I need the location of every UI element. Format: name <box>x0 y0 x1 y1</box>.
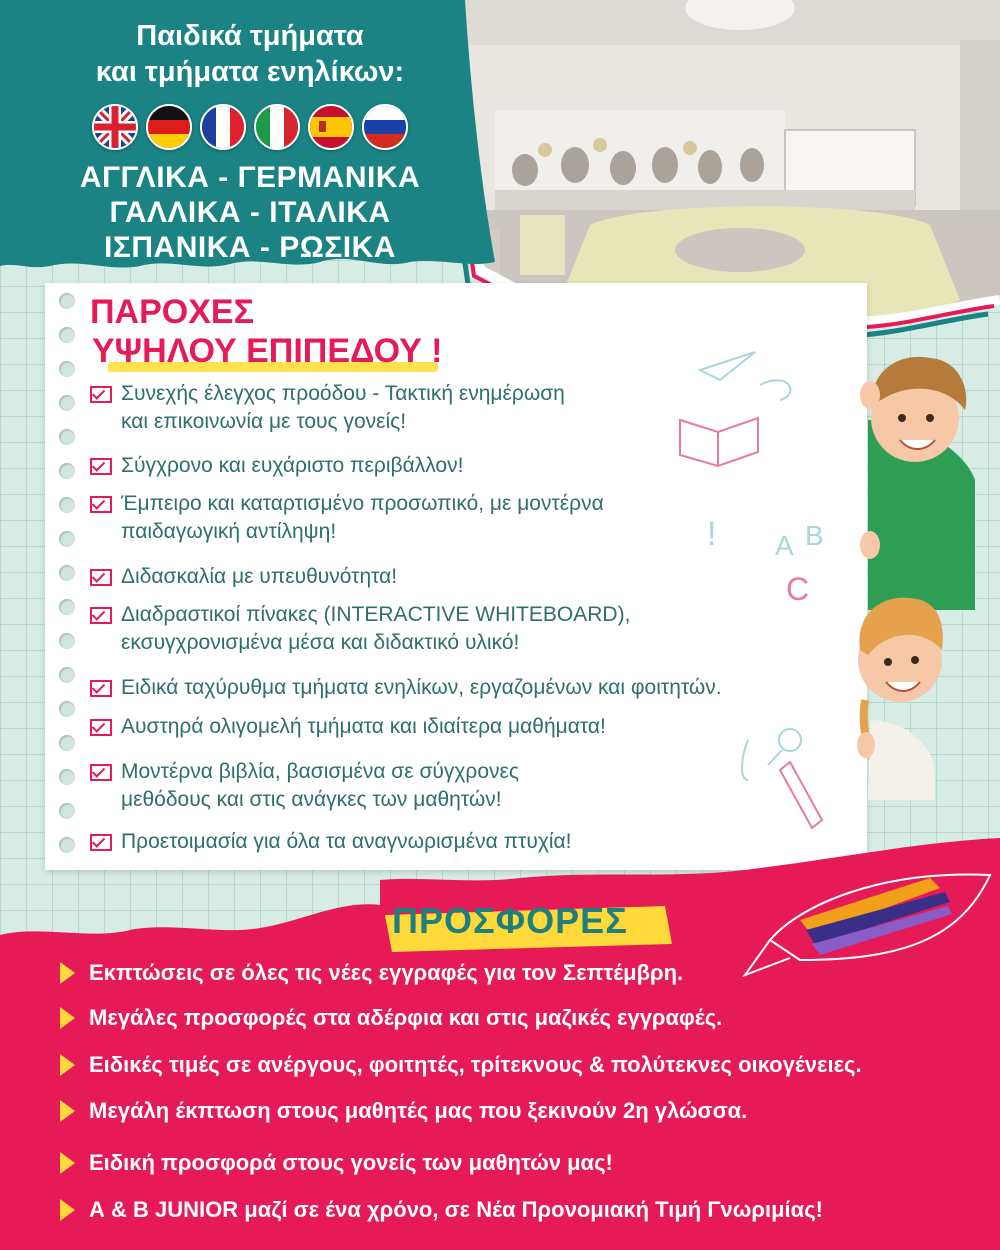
list-item <box>60 1197 823 1223</box>
item-line: Συνεχής έλεγχος προόδου - Τακτική ενημέρωση <box>121 382 565 405</box>
header-title-line2: και τμήματα ενηλίκων: <box>95 56 405 88</box>
list-item <box>60 1052 862 1078</box>
triangle-bullet-icon <box>60 1199 75 1221</box>
languages-line3: ΙΣΠΑΝΙΚΑ - ΡΩΣΙΚΑ <box>104 231 396 264</box>
offer-text: Ειδικές τιμές σε ανέργους, φοιτητές, τρίτεκνους & πολύτεκνες οικογένειες. <box>89 1052 862 1077</box>
header-title-line1: Παιδικά τμήματα <box>136 20 364 52</box>
list-item <box>60 960 683 986</box>
letter-b-doodle: B <box>805 520 824 551</box>
triangle-bullet-icon <box>60 1007 75 1029</box>
item-line: παιδαγωγική αντίληψη! <box>121 520 337 543</box>
offer-text: Μεγάλη έκπτωση στους μαθητές μας που ξεκινούν 2η γλώσσα. <box>89 1098 748 1123</box>
triangle-bullet-icon <box>60 962 75 984</box>
provisions-title-line1: ΠΑΡΟΧΕΣ <box>90 293 254 331</box>
item-line: Έμπειρο και καταρτισμένο προσωπικό, με μοντέρνα <box>121 492 604 515</box>
item-line: Σύγχρονο και ευχάριστο περιβάλλον! <box>121 454 464 477</box>
list-item <box>60 1005 722 1031</box>
languages-line2: ΓΑΛΛΙΚΑ - ΙΤΑΛΙΚΑ <box>109 196 391 229</box>
offer-text: Α & Β JUNIOR μαζί σε ένα χρόνο, σε Νέα Προνομιακή Τιμή Γνωριμίας! <box>89 1197 823 1222</box>
item-line: Αυστηρά ολιγομελή τμήματα και ιδιαίτερα μαθήματα! <box>121 715 606 738</box>
item-line: Διαδραστικοί πίνακες (INTERACTIVE WHITEBOARD), <box>121 603 631 626</box>
item-line: εκσυγχρονισμένα μέσα και διδακτικό υλικό! <box>121 631 520 654</box>
item-line: και επικοινωνία με τους γονείς! <box>121 410 407 433</box>
triangle-bullet-icon <box>60 1100 75 1122</box>
item-line: Προετοιμασία για όλα τα αναγνωρισμένα πτυχία! <box>121 830 572 853</box>
provisions-title-line2: ΥΨΗΛΟΥ ΕΠΙΠΕΔΟΥ ! <box>92 332 443 370</box>
triangle-bullet-icon <box>60 1054 75 1076</box>
item-line: Διδασκαλία με υπευθυνότητα! <box>121 565 398 588</box>
triangle-bullet-icon <box>60 1152 75 1174</box>
item-line: Ειδικά ταχύρυθμα τμήματα ενηλίκων, εργαζομένων και φοιτητών. <box>121 676 722 699</box>
offer-text: Εκπτώσεις σε όλες τις νέες εγγραφές για τον Σεπτέμβρη. <box>89 960 684 985</box>
offer-text: Μεγάλες προσφορές στα αδέρφια και στις μαζικές εγγραφές. <box>89 1005 723 1030</box>
exclamation-doodle: ! <box>707 515 717 553</box>
letter-a-doodle: A <box>775 530 794 561</box>
letter-c-doodle: C <box>786 571 810 607</box>
item-line: μεθόδους και στις ανάγκες των μαθητών! <box>121 788 502 811</box>
offer-text: Ειδική προσφορά στους γονείς των μαθητών μας! <box>89 1150 613 1175</box>
languages-line1: ΑΓΓΛΙΚΑ - ΓΕΡΜΑΝΙΚΑ <box>79 161 421 194</box>
list-item <box>60 1098 747 1124</box>
item-line: Μοντέρνα βιβλία, βασισμένα σε σύγχρονες <box>121 760 520 783</box>
offers-title: ΠΡΟΣΦΟΡΕΣ <box>392 900 628 941</box>
list-item <box>60 1150 613 1176</box>
